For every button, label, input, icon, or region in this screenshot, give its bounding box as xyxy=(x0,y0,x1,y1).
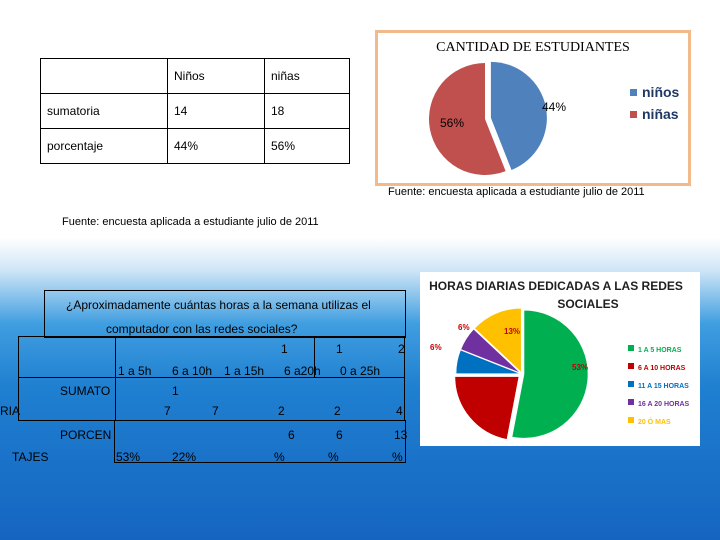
table-cell: porcentaje xyxy=(41,129,168,164)
legend-swatch xyxy=(628,381,634,387)
question-text: computador con las redes sociales? xyxy=(106,322,298,336)
table-row xyxy=(41,129,350,164)
table-cell-text: PORCEN xyxy=(60,428,112,442)
table-cell-text: 7 xyxy=(212,404,219,418)
table-cell: 56% xyxy=(265,129,350,164)
table-cell-text: RIA xyxy=(0,404,21,418)
legend-swatch xyxy=(628,345,634,351)
legend-label: 20 Ó MAS xyxy=(638,419,671,426)
data-label: 22% xyxy=(460,379,477,388)
legend-label: 11 A 15 HORAS xyxy=(638,383,689,390)
legend-swatch xyxy=(628,417,634,423)
table-cell xyxy=(18,336,116,378)
source-note: Fuente: encuesta aplicada a estudiante julio de 2011 xyxy=(388,186,645,198)
pie-slice xyxy=(491,62,547,170)
legend-label: 1 A 5 HORAS xyxy=(638,347,682,354)
table-cell-text: 2 xyxy=(334,404,341,418)
table-cell-text: 2 xyxy=(278,404,285,418)
table-cell-text: 13 xyxy=(394,428,408,442)
question-text: ¿Aproximadamente cuántas horas a la semana utilizas el xyxy=(66,298,371,312)
chart-title: SOCIALES xyxy=(557,297,619,311)
source-note: Fuente: encuesta aplicada a estudiante julio de 2011 xyxy=(62,216,319,228)
students-pie-chart xyxy=(375,30,691,186)
table-cell-text: 1 xyxy=(281,342,288,356)
table-cell-text: SUMATO xyxy=(60,384,111,398)
table-cell-text: 7 xyxy=(164,404,171,418)
data-label: 6% xyxy=(430,343,442,352)
pie-chart-svg xyxy=(420,272,700,446)
table-cell-text: % xyxy=(392,450,403,464)
table-cell xyxy=(114,376,405,421)
legend-label: niñas xyxy=(642,106,679,122)
pie-chart-svg xyxy=(378,33,688,183)
table-row xyxy=(41,59,350,94)
pie-slice xyxy=(512,310,588,438)
table-cell-text: 22% xyxy=(172,450,197,464)
legend-label: 16 A 20 HORAS xyxy=(638,401,690,408)
data-label: 44% xyxy=(542,100,567,114)
table-cell: Niños xyxy=(168,59,265,94)
table-cell-text: 1 xyxy=(172,384,179,398)
hours-pie-chart xyxy=(420,272,700,446)
legend-swatch xyxy=(628,363,634,369)
table-cell-text: % xyxy=(328,450,339,464)
table-cell-text: 6 xyxy=(336,428,343,442)
table-cell: 14 xyxy=(168,94,265,129)
chart-title: HORAS DIARIAS DEDICADAS A LAS REDES xyxy=(429,279,683,293)
data-label: 53% xyxy=(572,363,589,372)
legend-swatch xyxy=(628,399,634,405)
table-cell-text: 2 xyxy=(398,342,405,356)
table-cell-text: 1 a 15h xyxy=(224,364,265,378)
data-label: 6% xyxy=(458,323,470,332)
table-cell: niñas xyxy=(265,59,350,94)
data-label: 13% xyxy=(504,327,521,336)
legend-swatch xyxy=(630,111,637,118)
table-cell-text: 6 a 10h xyxy=(172,364,213,378)
table-cell xyxy=(114,420,406,463)
table-cell: sumatoria xyxy=(41,94,168,129)
table-cell-text: TAJES xyxy=(12,450,49,464)
table-cell-text: 53% xyxy=(116,450,141,464)
table-cell-text: 1 xyxy=(336,342,343,356)
legend-swatch xyxy=(630,89,637,96)
legend-label: niños xyxy=(642,84,680,100)
table-cell xyxy=(41,59,168,94)
table-cell-text: 0 a 25h xyxy=(340,364,381,378)
table-cell: 44% xyxy=(168,129,265,164)
table-cell-text: 4 xyxy=(396,404,403,418)
table-cell-text: 1 a 5h xyxy=(118,364,152,378)
table-cell-text: 6 xyxy=(288,428,295,442)
students-table xyxy=(40,58,350,164)
table-row xyxy=(41,94,350,129)
hours-table xyxy=(0,290,408,464)
legend-label: 6 A 10 HORAS xyxy=(638,365,686,372)
table-cell-text: 6 a20h xyxy=(284,364,321,378)
table-cell xyxy=(18,376,116,421)
data-label: 56% xyxy=(440,116,465,130)
chart-title: CANTIDAD DE ESTUDIANTES xyxy=(436,40,630,55)
table-cell: 18 xyxy=(265,94,350,129)
table-cell-text: % xyxy=(274,450,285,464)
